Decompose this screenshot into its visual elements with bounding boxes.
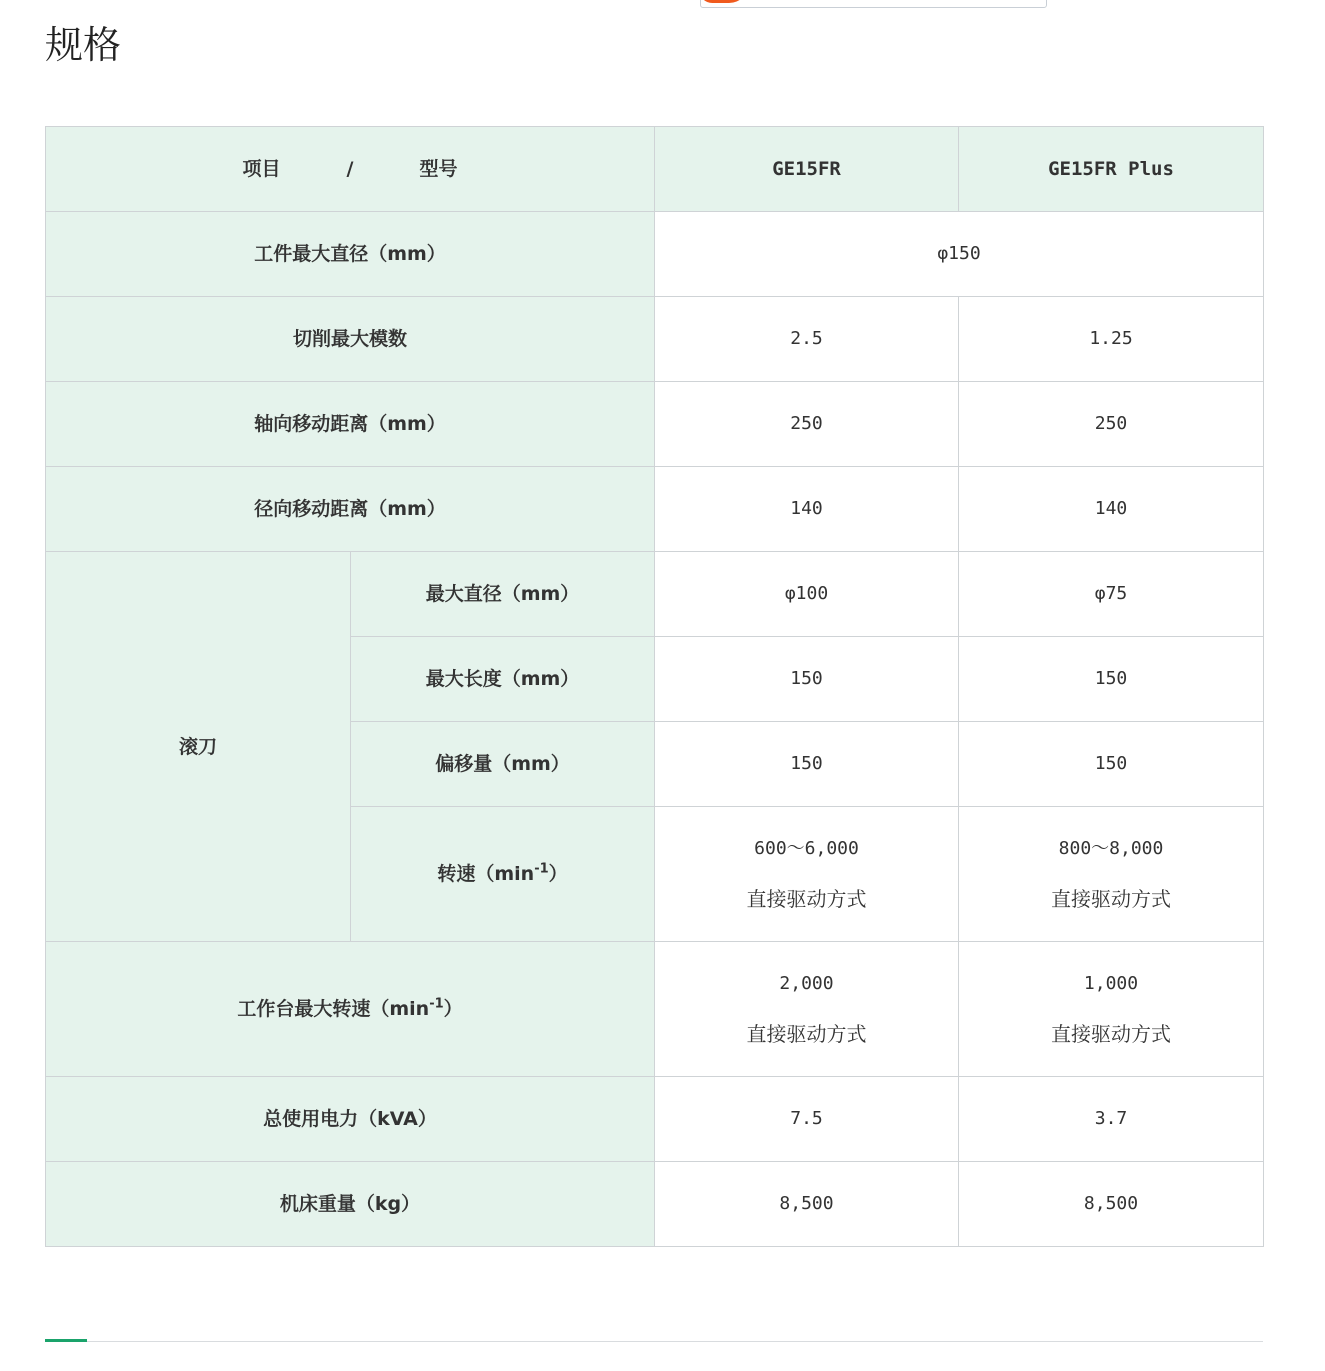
value-radial-travel-a: 140 (655, 467, 959, 552)
table-speed-b-note: 直接驱动方式 (1051, 1022, 1172, 1046)
value-weight-a: 8,500 (655, 1162, 959, 1247)
hob-speed-a-range: 600～6,000 (754, 838, 859, 859)
table-row (46, 382, 1264, 467)
section-divider-accent (45, 1339, 87, 1342)
header-slash: / (346, 158, 354, 180)
value-workpiece-diameter: φ150 (655, 212, 1264, 297)
hob-speed-b-note: 直接驱动方式 (1051, 887, 1172, 911)
value-max-module-a: 2.5 (655, 297, 959, 382)
row-label-hob-shift: 偏移量（mm） (351, 722, 655, 807)
orange-accent-shape (699, 0, 749, 3)
header-item-label: 项目 (242, 158, 281, 180)
value-hob-speed-b (959, 807, 1264, 942)
row-group-hob: 滚刀 (46, 552, 351, 942)
table-speed-a-value: 2,000 (779, 973, 834, 994)
page-title: 规格 (45, 23, 122, 67)
spec-table (45, 126, 1264, 1247)
top-banner-fragment (700, 0, 1047, 8)
row-label-weight: 机床重量（kg） (46, 1162, 655, 1247)
table-row (46, 467, 1264, 552)
value-radial-travel-b: 140 (959, 467, 1264, 552)
value-hob-shift-a: 150 (655, 722, 959, 807)
value-weight-b: 8,500 (959, 1162, 1264, 1247)
header-model-b: GE15FR Plus (959, 127, 1264, 212)
table-row (46, 212, 1264, 297)
table-row (46, 942, 1264, 1077)
value-axial-travel-a: 250 (655, 382, 959, 467)
value-hob-max-length-b: 150 (959, 637, 1264, 722)
value-table-speed-a (655, 942, 959, 1077)
value-power-a: 7.5 (655, 1077, 959, 1162)
value-hob-max-length-a: 150 (655, 637, 959, 722)
table-speed-a-note: 直接驱动方式 (746, 1022, 867, 1046)
value-axial-travel-b: 250 (959, 382, 1264, 467)
value-hob-shift-b: 150 (959, 722, 1264, 807)
value-hob-speed-a (655, 807, 959, 942)
row-label-hob-max-diameter: 最大直径（mm） (351, 552, 655, 637)
row-label-hob-max-length: 最大长度（mm） (351, 637, 655, 722)
value-hob-max-diameter-b: φ75 (959, 552, 1264, 637)
value-power-b: 3.7 (959, 1077, 1264, 1162)
hob-speed-b-range: 800～8,000 (1058, 838, 1164, 859)
table-row (46, 1077, 1264, 1162)
header-model-a: GE15FR (655, 127, 959, 212)
value-max-module-b: 1.25 (959, 297, 1264, 382)
row-label-power: 总使用电力（kVA） (46, 1077, 655, 1162)
table-speed-b-value: 1,000 (1083, 973, 1139, 994)
row-label-max-module: 切削最大模数 (46, 297, 655, 382)
header-model-label: 型号 (419, 158, 458, 180)
table-row (46, 297, 1264, 382)
header-item-model (46, 127, 655, 212)
table-row (46, 552, 1264, 637)
table-header-row (46, 127, 1264, 212)
row-label-axial-travel: 轴向移动距离（mm） (46, 382, 655, 467)
row-label-hob-speed: 转速$(\min^{-1})$ (351, 807, 655, 942)
value-table-speed-b (959, 942, 1264, 1077)
row-label-workpiece-diameter: 工件最大直径（mm） (46, 212, 655, 297)
row-label-table-speed: 工作台最大转速$(\min^{-1})$ (46, 942, 655, 1077)
hob-speed-a-note: 直接驱动方式 (746, 887, 867, 911)
table-row (46, 1162, 1264, 1247)
section-divider (45, 1341, 1263, 1342)
value-hob-max-diameter-a: φ100 (655, 552, 959, 637)
row-label-radial-travel: 径向移动距离（mm） (46, 467, 655, 552)
